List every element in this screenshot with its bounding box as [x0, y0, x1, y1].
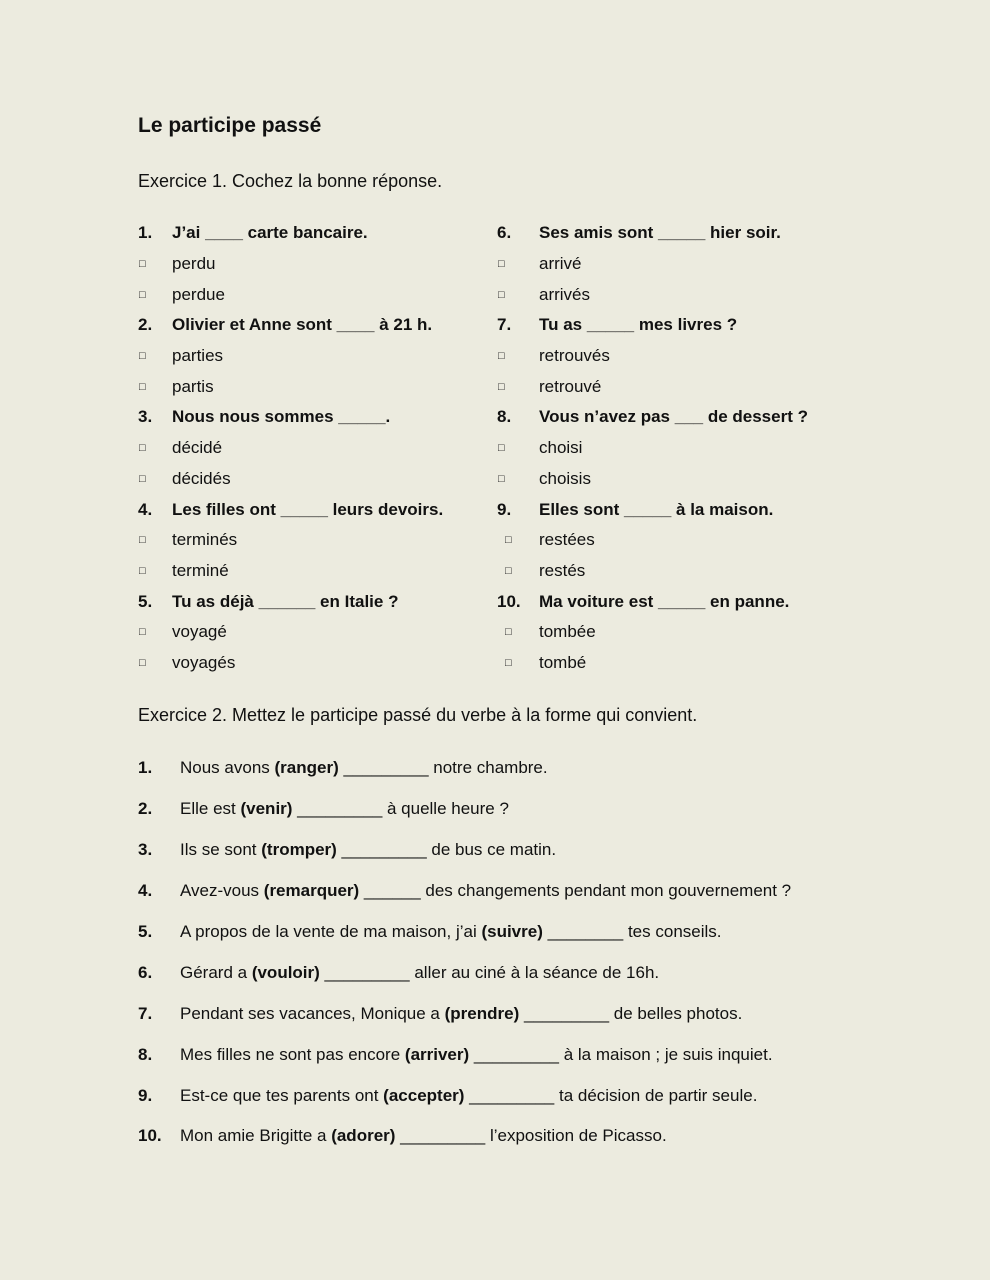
exercise-2-item: [138, 748, 858, 789]
question-text: Olivier et Anne sont ____ à 21 h.: [172, 315, 433, 335]
item-number: 2.: [138, 799, 153, 819]
answer-option[interactable]: [497, 249, 857, 280]
checkbox-icon[interactable]: □: [498, 442, 505, 455]
answer-option-label: décidés: [172, 468, 231, 488]
sentence-end-with-blank: _________ l’exposition de Picasso.: [395, 1126, 667, 1146]
answer-option-label: terminé: [172, 560, 229, 580]
verb-infinitive: (tromper): [261, 840, 337, 860]
question-number: 8.: [497, 407, 512, 427]
question-row: [497, 402, 857, 433]
sentence-end-with-blank: ______ des changements pendant mon gouvernement ?: [359, 881, 792, 901]
question-text: Nous nous sommes _____.: [172, 407, 391, 427]
question-number: 2.: [138, 315, 153, 335]
exercise-1-heading: Exercice 1. Cochez la bonne réponse.: [138, 171, 443, 191]
verb-infinitive: (arriver): [404, 1044, 470, 1064]
verb-infinitive: (suivre): [481, 922, 543, 941]
checkbox-icon[interactable]: □: [139, 472, 146, 485]
question-row: [138, 402, 488, 433]
item-number: 5.: [138, 922, 153, 941]
exercise-2-item: [138, 789, 858, 830]
question-text: Les filles ont _____ leurs devoirs.: [172, 499, 444, 519]
sentence-start: Nous avons: [180, 758, 275, 778]
question-text: Ma voiture est _____ en panne.: [539, 591, 790, 611]
checkbox-icon[interactable]: □: [139, 288, 146, 301]
answer-option-label: voyagé: [172, 622, 227, 642]
item-sentence: [180, 840, 556, 860]
answer-option-label: tombé: [539, 652, 587, 672]
item-number: 9.: [138, 1085, 153, 1105]
exercise-1-right-column: [497, 218, 857, 678]
question-row: [138, 494, 488, 525]
checkbox-icon[interactable]: □: [498, 472, 505, 485]
item-sentence: [180, 922, 722, 942]
question-row: [497, 586, 857, 617]
answer-option[interactable]: [138, 464, 488, 495]
answer-option[interactable]: [497, 464, 857, 495]
answer-option[interactable]: [138, 433, 488, 464]
answer-option[interactable]: [497, 648, 857, 679]
verb-infinitive: (adorer): [331, 1126, 396, 1146]
question-row: [497, 494, 857, 525]
item-number: 6.: [138, 962, 153, 982]
question-row: [138, 586, 488, 617]
checkbox-icon[interactable]: □: [498, 380, 505, 393]
question-text: Elles sont _____ à la maison.: [539, 499, 774, 519]
item-number: 4.: [138, 881, 153, 901]
question-text: Tu as déjà ______ en Italie ?: [172, 591, 399, 611]
exercise-1-left-column: [138, 218, 488, 678]
question-number: 5.: [138, 591, 153, 611]
verb-infinitive: (remarquer): [263, 881, 360, 901]
verb-infinitive: (prendre): [444, 1003, 520, 1023]
question-text: Ses amis sont _____ hier soir.: [539, 223, 781, 243]
checkbox-icon[interactable]: □: [498, 258, 505, 271]
sentence-end-with-blank: _________ à quelle heure ?: [292, 799, 509, 819]
checkbox-icon[interactable]: □: [505, 564, 512, 577]
checkbox-icon[interactable]: □: [505, 534, 512, 547]
answer-option[interactable]: [138, 617, 488, 648]
verb-infinitive: (vouloir): [251, 962, 320, 982]
checkbox-icon[interactable]: □: [139, 656, 146, 669]
sentence-start: Avez-vous: [180, 881, 264, 901]
item-sentence: [180, 799, 509, 819]
answer-option[interactable]: [138, 525, 488, 556]
question-number: 7.: [497, 315, 512, 335]
item-number: 10.: [138, 1126, 162, 1146]
answer-option[interactable]: [497, 371, 857, 402]
sentence-end-with-blank: _________ à la maison ; je suis inquiet.: [469, 1044, 773, 1064]
item-number: 1.: [138, 758, 153, 778]
item-sentence: [180, 1045, 773, 1065]
sentence-end-with-blank: _________ aller au ciné à la séance de 16h.: [319, 962, 660, 982]
question-number: 3.: [138, 407, 153, 427]
exercise-2-item: [138, 1075, 858, 1116]
verb-infinitive: (venir): [240, 799, 293, 819]
question-row: [138, 218, 488, 249]
checkbox-icon[interactable]: □: [139, 350, 146, 363]
checkbox-icon[interactable]: □: [498, 288, 505, 301]
item-number: 3.: [138, 840, 153, 860]
answer-option[interactable]: [497, 279, 857, 310]
answer-option-label: restés: [539, 560, 586, 580]
exercise-2-item: [138, 1034, 858, 1075]
item-number: 7.: [138, 1003, 153, 1023]
checkbox-icon[interactable]: □: [139, 380, 146, 393]
answer-option-label: retrouvé: [539, 376, 602, 396]
exercise-2-heading: Exercice 2. Mettez le participe passé du verbe à la forme qui convient.: [138, 705, 698, 725]
question-number: 10.: [497, 591, 521, 611]
answer-option-label: terminés: [172, 530, 238, 550]
answer-option-label: partis: [172, 376, 214, 396]
answer-option[interactable]: [497, 341, 857, 372]
answer-option-label: décidé: [172, 438, 223, 458]
item-sentence: [180, 758, 548, 778]
question-row: [497, 218, 857, 249]
item-sentence: [180, 963, 659, 983]
sentence-start: Est-ce que tes parents ont: [180, 1085, 384, 1105]
answer-option[interactable]: [138, 371, 488, 402]
checkbox-icon[interactable]: □: [505, 656, 512, 669]
item-sentence: [180, 1126, 667, 1146]
checkbox-icon[interactable]: □: [139, 534, 146, 547]
exercise-2-item: [138, 993, 858, 1034]
sentence-end-with-blank: _________ ta décision de partir seule.: [464, 1085, 758, 1105]
answer-option-label: choisis: [539, 468, 591, 488]
sentence-start: Elle est: [180, 799, 241, 819]
item-sentence: [180, 881, 791, 901]
question-number: 1.: [138, 223, 153, 243]
exercise-2-item: [138, 1116, 858, 1157]
answer-option-label: restées: [539, 530, 595, 550]
question-text: Tu as _____ mes livres ?: [539, 315, 738, 335]
exercise-2-item: [138, 952, 858, 993]
sentence-start: Pendant ses vacances, Monique a: [180, 1003, 445, 1023]
answer-option[interactable]: [138, 556, 488, 587]
sentence-end-with-blank: ________ tes conseils.: [542, 922, 722, 941]
item-number: 8.: [138, 1044, 153, 1064]
sentence-start: Mon amie Brigitte a: [180, 1126, 332, 1146]
sentence-start: Mes filles ne sont pas encore: [180, 1044, 405, 1064]
question-number: 4.: [138, 499, 153, 519]
page-title: Le participe passé: [138, 114, 322, 137]
checkbox-icon[interactable]: □: [139, 626, 146, 639]
exercise-2-item: [138, 830, 858, 871]
answer-option-label: perdue: [172, 284, 225, 304]
answer-option-label: voyagés: [172, 652, 236, 672]
answer-option[interactable]: [138, 648, 488, 679]
sentence-end-with-blank: _________ notre chambre.: [338, 758, 548, 778]
checkbox-icon[interactable]: □: [498, 350, 505, 363]
answer-option[interactable]: [138, 279, 488, 310]
answer-option-label: arrivés: [539, 284, 591, 304]
answer-option-label: tombée: [539, 622, 596, 642]
question-number: 9.: [497, 499, 512, 519]
question-row: [138, 310, 488, 341]
answer-option[interactable]: [138, 249, 488, 280]
checkbox-icon[interactable]: □: [139, 258, 146, 271]
answer-option-label: choisi: [539, 438, 583, 458]
answer-option[interactable]: [497, 617, 857, 648]
answer-option[interactable]: [497, 556, 857, 587]
verb-infinitive: (ranger): [274, 758, 339, 778]
sentence-start: A propos de la vente de ma maison, j’ai: [180, 922, 482, 941]
exercise-2-item: [138, 871, 858, 912]
question-row: [497, 310, 857, 341]
checkbox-icon[interactable]: □: [139, 564, 146, 577]
answer-option-label: perdu: [172, 254, 216, 274]
item-sentence: [180, 1086, 757, 1106]
sentence-start: Ils se sont: [180, 840, 262, 860]
answer-option-label: parties: [172, 346, 224, 366]
sentence-end-with-blank: _________ de belles photos.: [519, 1003, 743, 1023]
checkbox-icon[interactable]: □: [139, 442, 146, 455]
exercise-2-list: [138, 748, 858, 1157]
question-text: J’ai ____ carte bancaire.: [172, 223, 368, 243]
sentence-start: Gérard a: [180, 962, 252, 982]
answer-option-label: retrouvés: [539, 346, 610, 366]
question-number: 6.: [497, 223, 512, 243]
checkbox-icon[interactable]: □: [505, 626, 512, 639]
answer-option[interactable]: [497, 525, 857, 556]
verb-infinitive: (accepter): [383, 1085, 465, 1105]
question-text: Vous n’avez pas ___ de dessert ?: [539, 407, 808, 427]
exercise-2-item: [138, 912, 858, 953]
answer-option[interactable]: [497, 433, 857, 464]
answer-option-label: arrivé: [539, 254, 582, 274]
answer-option[interactable]: [138, 341, 488, 372]
sentence-end-with-blank: _________ de bus ce matin.: [336, 840, 557, 860]
item-sentence: [180, 1004, 742, 1024]
